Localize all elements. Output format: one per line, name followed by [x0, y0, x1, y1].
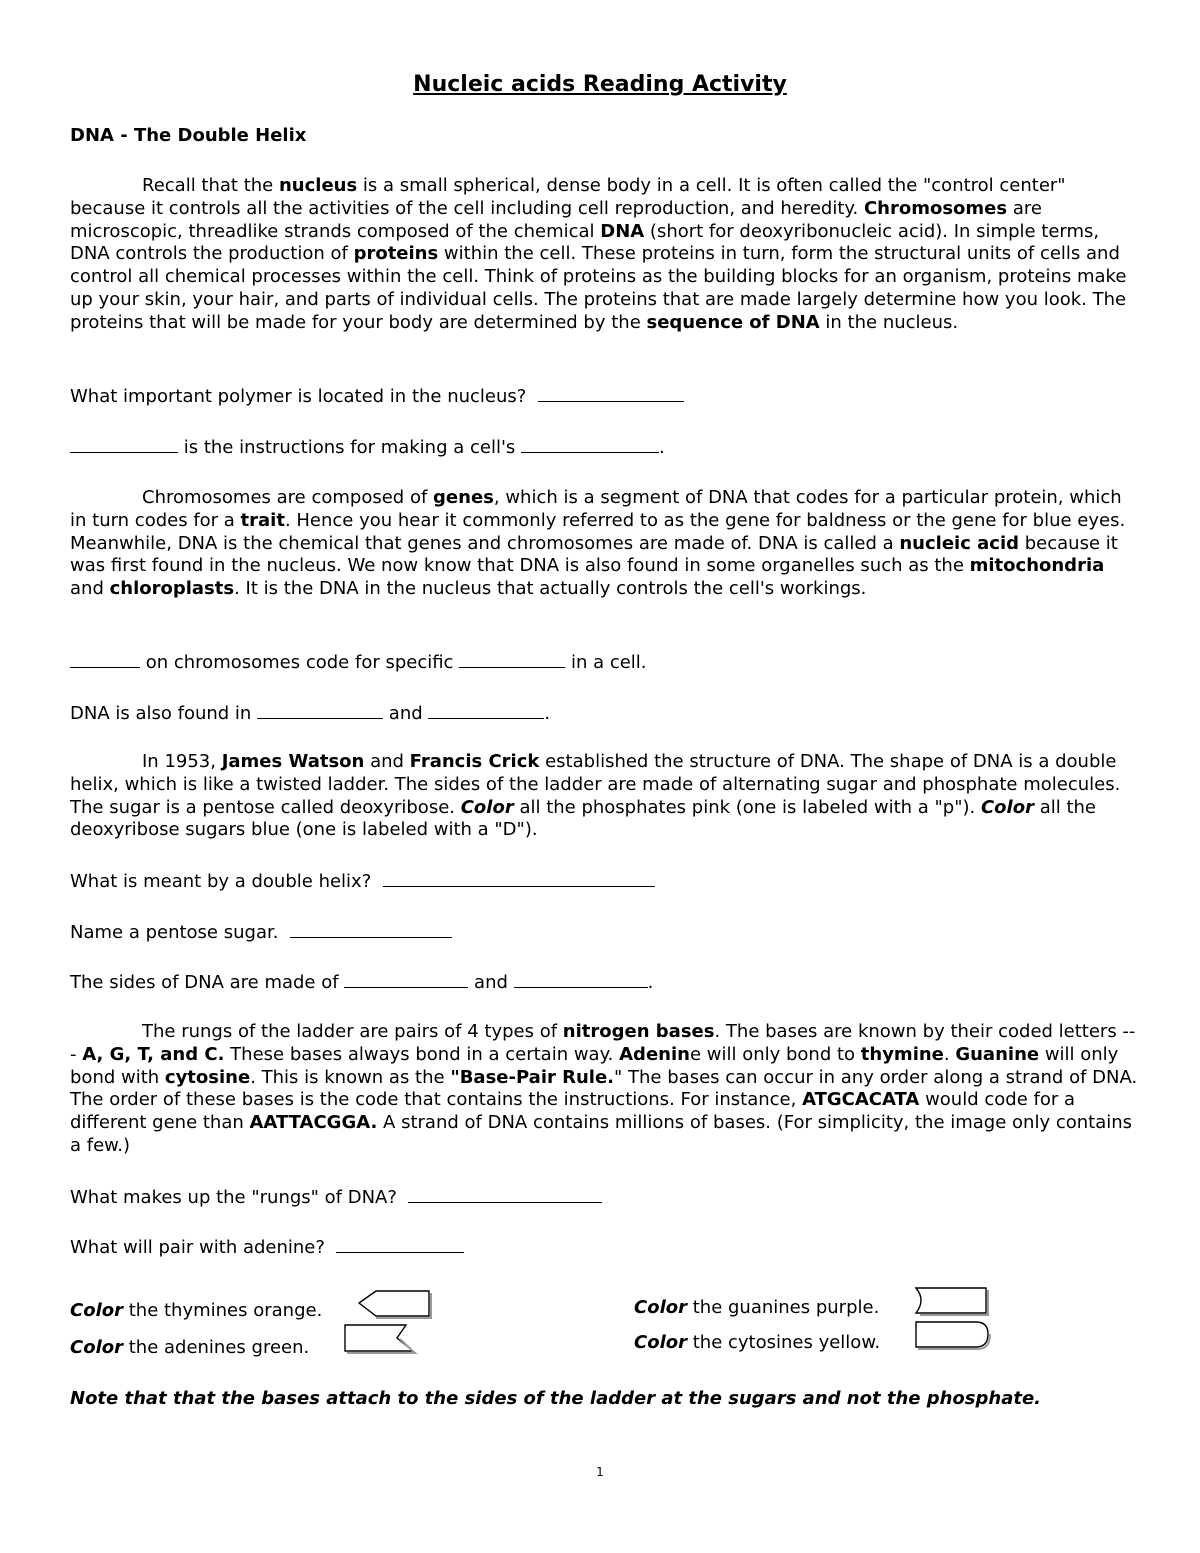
answer-blank[interactable] — [70, 436, 178, 453]
answer-blank[interactable] — [521, 436, 659, 453]
section-heading: DNA - The Double Helix — [70, 125, 307, 146]
answer-blank[interactable] — [538, 385, 684, 402]
answer-blank[interactable] — [383, 870, 655, 887]
page-number: 1 — [596, 1465, 604, 1479]
answer-blank[interactable] — [257, 702, 383, 719]
paragraph-nucleus: Recall that the nucleus is a small spherical, dense body in a cell. It is often called the "control center" because it controls all the activities of the cell including cell reproduction, and heredity. Chromosomes are microscopic, threadlike strands composed of the chemical DNA (short for deoxyribonucleic acid). In simple terms, DNA controls the production of proteins within the cell. These proteins in turn, form the structural units of cells and control all chemical processes within the cell. Think of proteins as the building blocks for an organism, proteins make up your skin, your hair, and parts of individual cells. The proteins that are made largely determine how you look. The proteins that will be made for your body are determined by the sequence of DNA in the nucleus. — [70, 175, 1127, 333]
answer-blank[interactable] — [290, 921, 452, 938]
question-double-helix: What is meant by a double helix? — [70, 870, 655, 893]
answer-blank[interactable] — [336, 1236, 464, 1253]
question-dna-organelles: DNA is also found in and . — [70, 703, 551, 724]
answer-blank[interactable] — [514, 971, 648, 988]
question-pentose: Name a pentose sugar. — [70, 921, 452, 944]
color-guanine-instruction: Color the guanines purple. — [634, 1297, 880, 1318]
question-dna-sides: The sides of DNA are made of and . — [70, 972, 654, 993]
guanine-shape-icon — [914, 1286, 992, 1318]
answer-blank[interactable] — [70, 651, 140, 668]
paragraph-double-helix: In 1953, James Watson and Francis Crick established the structure of DNA. The shape of DNA is a double helix, which is like a twisted ladder. The sides of the ladder are made of alternating sugar and phosphate molecules. The sugar is a pentose called deoxyribose. Color all the phosphates pink (one is labeled with a "p"). Color all the deoxyribose sugars blue (one is labeled with a "D"). — [70, 751, 1121, 841]
answer-blank[interactable] — [428, 702, 544, 719]
question-genes-code: on chromosomes code for specific in a cell. — [70, 651, 647, 674]
answer-blank[interactable] — [459, 651, 565, 668]
adenine-shape-icon — [343, 1323, 419, 1357]
answer-blank[interactable] — [408, 1186, 602, 1203]
question-instructions: is the instructions for making a cell's . — [70, 436, 665, 459]
answer-blank[interactable] — [344, 971, 468, 988]
thymine-shape-icon — [356, 1289, 434, 1321]
color-adenine-instruction: Color the adenines green. — [70, 1337, 310, 1358]
paragraph-nitrogen-bases: The rungs of the ladder are pairs of 4 types of nitrogen bases. The bases are known by their coded letters --- A, G, T, and C. These bases always bond in a certain way. Adenine will only bond to thymine. Guanine will only bond with cytosine. This is known as the "Base-Pair Rule." The bases can occur in any order along a strand of DNA. The order of these bases is the code that contains the instructions. For instance, ATGCACATA would code for a different gene than AATTACGGA. A strand of DNA contains millions of bases. (For simplicity, the image only contains a few.) — [70, 1021, 1138, 1156]
question-polymer: What important polymer is located in the nucleus? — [70, 385, 684, 408]
page-title: Nucleic acids Reading Activity — [413, 72, 787, 97]
color-thymine-instruction: Color the thymines orange. — [70, 1300, 323, 1321]
question-rungs: What makes up the "rungs" of DNA? — [70, 1186, 602, 1209]
color-cytosine-instruction: Color the cytosines yellow. — [634, 1332, 881, 1353]
note-bases-attach: Note that that the bases attach to the sides of the ladder at the sugars and not the phosphate. — [70, 1388, 1042, 1409]
paragraph-genes: Chromosomes are composed of genes, which is a segment of DNA that codes for a particular protein, which in turn codes for a trait. Hence you hear it commonly referred to as the gene for baldness or the gene for blue eyes. Meanwhile, DNA is the chemical that genes and chromosomes are made of. DNA is called a nucleic acid because it was first found in the nucleus. We now know that DNA is also found in some organelles such as the mitochondria and chloroplasts. It is the DNA in the nucleus that actually controls the cell's workings. — [70, 487, 1126, 600]
cytosine-shape-icon — [914, 1320, 994, 1352]
question-adenine-pair: What will pair with adenine? — [70, 1236, 464, 1259]
